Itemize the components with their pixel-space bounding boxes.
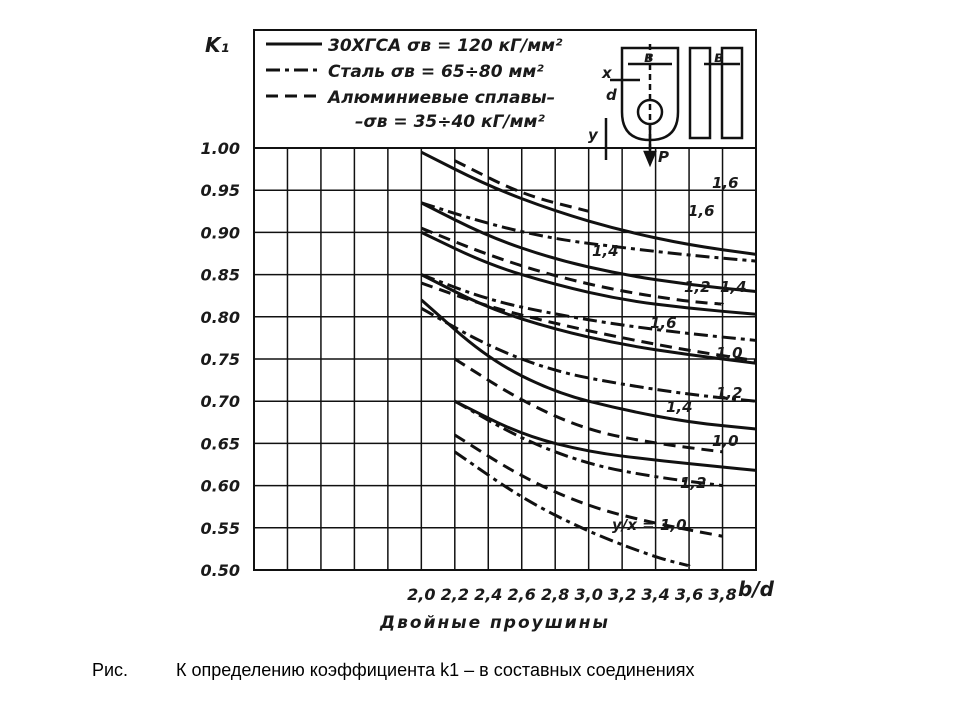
caption-prefix: Рис.	[92, 660, 129, 680]
annotation-label: 1,2	[716, 384, 743, 402]
legend-dashed-label: Алюминиевые сплавы–	[328, 88, 556, 108]
x-tick-label: 3,0	[574, 585, 603, 604]
x-tick-label: 3,8	[708, 585, 737, 604]
eyelet-label-b1: в	[644, 48, 654, 66]
annotation-label: 1,0	[712, 432, 739, 450]
y-axis-title: K₁	[205, 33, 230, 57]
annotation-label: 1,4	[592, 242, 619, 260]
eyelet-label-b2: в	[714, 48, 724, 66]
y-tick-label: 0.70	[200, 392, 240, 412]
eyelet-label-x: x	[602, 64, 612, 82]
series-line-dashdot	[455, 452, 689, 566]
legend-dashed-label-2: –σв = 35÷40 кГ/мм²	[355, 112, 545, 132]
annotation-label: 1,2	[680, 474, 707, 492]
annotation-label: 1,4	[666, 398, 693, 416]
y-tick-label: 0.60	[200, 476, 240, 496]
x-tick-label: 2,6	[507, 585, 536, 604]
annotation-label: y/x = 1,0	[612, 516, 687, 534]
eyelet-label-d: d	[606, 86, 617, 104]
load-arrow-head	[645, 152, 655, 164]
eyelet-hole	[638, 100, 662, 124]
annotation-label: 1,6	[650, 314, 677, 332]
x-tick-label: 2,0	[407, 585, 436, 604]
legend-solid-label: 30ХГСА σв = 120 кГ/мм²	[328, 36, 563, 56]
y-tick-label: 1.00	[200, 139, 240, 158]
eyelet-label-y: y	[588, 126, 598, 144]
y-tick-label: 0.95	[200, 181, 240, 201]
eyelet-label-p: P	[658, 148, 669, 166]
x-tick-label: 3,4	[641, 585, 670, 604]
x-axis-title: b/d	[738, 577, 774, 601]
x-tick-label: 2,4	[474, 585, 503, 604]
x-tick-label: 3,6	[674, 585, 704, 604]
x-axis-caption: Двойные проушины	[380, 613, 610, 633]
y-tick-label: 0.90	[200, 223, 240, 243]
fork-left-prong	[690, 48, 710, 138]
figure-caption	[92, 660, 892, 690]
y-tick-label: 0.85	[200, 265, 240, 285]
y-tick-label: 0.50	[200, 561, 240, 580]
x-tick-label: 2,8	[541, 585, 570, 604]
x-tick-label: 3,2	[607, 585, 637, 604]
x-axis-title-fraction	[738, 577, 775, 601]
annotation-label: 1,2	[684, 278, 711, 296]
y-tick-label: 0.75	[200, 350, 240, 369]
legend-dashdot-label: Сталь σв = 65÷80 мм²	[328, 62, 544, 82]
fork-right-prong	[722, 48, 742, 138]
annotation-label: 1,4	[720, 278, 747, 296]
caption-text: К определению коэффициента k1 – в составных соединениях	[176, 660, 695, 680]
series-line-solid	[455, 401, 756, 470]
y-tick-label: 0.80	[200, 307, 240, 327]
annotation-label: 1,6	[712, 174, 739, 192]
y-tick-label: 0.65	[200, 434, 240, 454]
annotation-label: 1,6	[688, 202, 715, 220]
annotation-label: 1,0	[716, 344, 743, 362]
x-tick-label: 2,2	[440, 585, 469, 604]
grid	[254, 148, 756, 570]
legend	[266, 36, 563, 132]
y-tick-label: 0.55	[200, 518, 240, 538]
